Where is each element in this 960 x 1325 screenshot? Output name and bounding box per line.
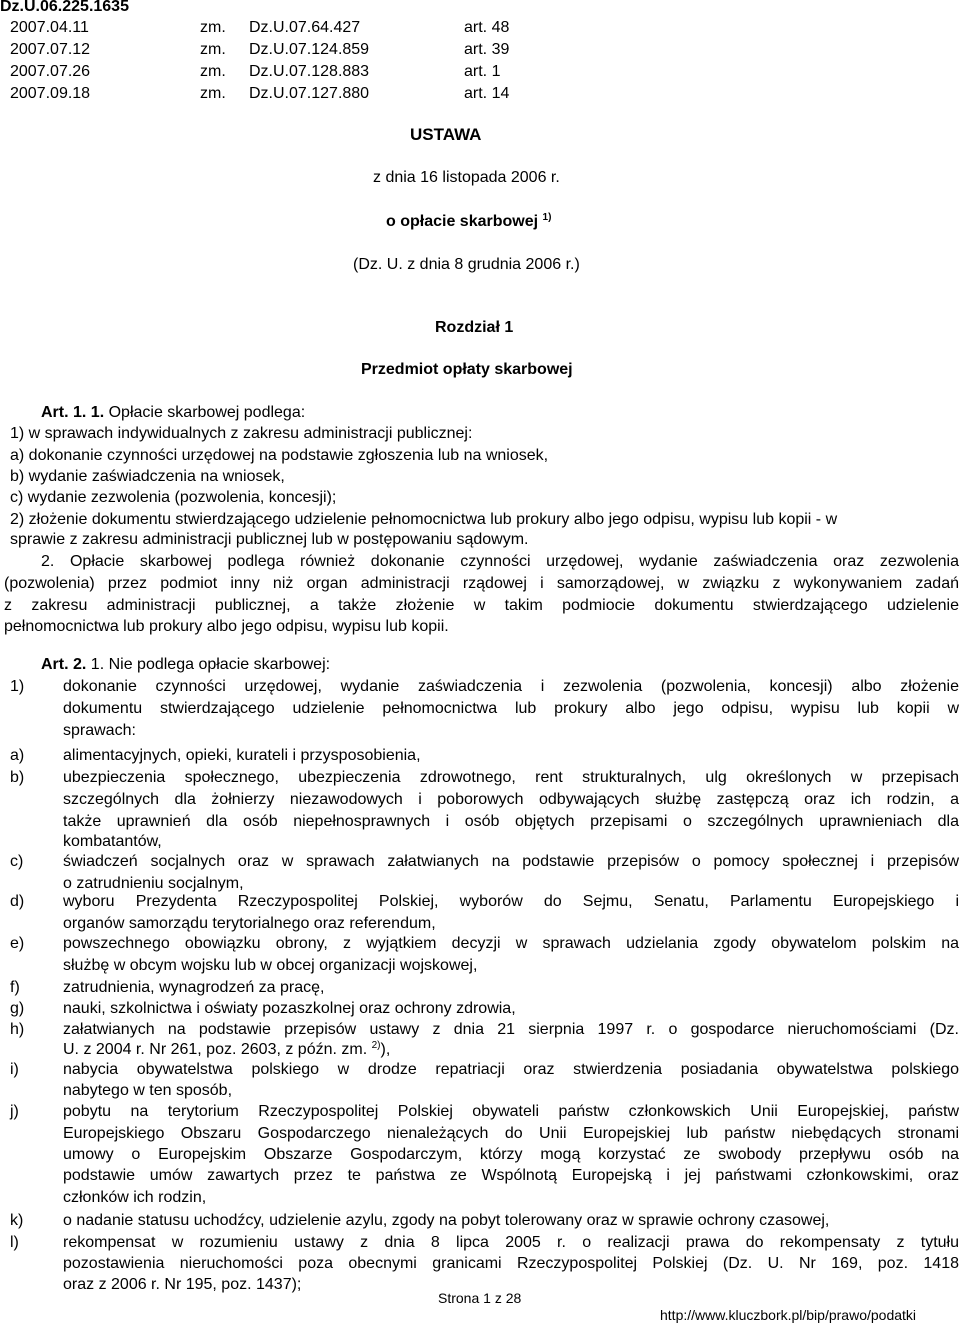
amendment-ref: Dz.U.07.127.880 [249, 85, 370, 102]
art1-intro: Opłacie skarbowej podlega: [108, 404, 306, 421]
art2-item-line: świadczeń socjalnych oraz w sprawach załatwianych na podstawie przepisów o pomocy społecznej i przepisów [63, 853, 959, 870]
art1-ust2-line3: z zakresu administracji publicznej, a także złożenie w takim podmiocie dokumentu stwierdzającego udzielenie [4, 597, 959, 614]
art1-heading-line [41, 403, 305, 423]
art2-item-line: załatwianych na podstawie przepisów ustawy z dnia 21 sierpnia 1997 r. o gospodarce nieruchomościami (Dz. [63, 1021, 959, 1038]
art2-item-line: powszechnego obowiązku obrony, z wyjątkiem decyzji w sprawach udzielania zgody obywatelom polskim na [63, 935, 959, 952]
art2-item-line: nauki, szkolnictwa i oświaty pozaszkolnej oraz ochrony zdrowia, [63, 1000, 516, 1017]
art2-item-label: a) [10, 747, 25, 764]
art1-heading: Art. 1. 1. [41, 404, 105, 421]
amendment-ref: Dz.U.07.128.883 [249, 63, 370, 80]
chapter-title: Przedmiot opłaty skarbowej [361, 361, 573, 378]
art2-item-line: pobytu na terytorium Rzeczypospolitej Polskiej obywateli państw członkowskich Unii Europejskiej, państw [63, 1103, 959, 1120]
amendment-type: zm. [200, 85, 226, 102]
publication-info: (Dz. U. z dnia 8 grudnia 2006 r.) [353, 256, 580, 273]
art2-item-label: c) [10, 853, 24, 870]
art2-item-label: k) [10, 1212, 24, 1229]
art2-item-label: h) [10, 1021, 25, 1038]
amendment-row [0, 62, 960, 82]
art1-point-2-line1: 2) złożenie dokumentu stwierdzającego udzielenie pełnomocnictwa lub prokury albo jego odpisu, wypisu lub kopii - w [10, 511, 838, 528]
document-subject [386, 212, 551, 232]
amendment-row [0, 40, 960, 60]
amendment-date: 2007.07.26 [10, 63, 91, 80]
art2-item-line: członków ich rodzin, [63, 1189, 207, 1206]
art2-item-line: kombatantów, [63, 833, 162, 850]
art1-point-1a: a) dokonanie czynności urzędowej na podstawie zgłoszenia lub na wniosek, [10, 447, 549, 464]
art2-item-line: pozostawienia nieruchomości poza obecnymi granicami Rzeczypospolitej Polskiej (Dz. U. Nr 169, poz. 1418 [63, 1255, 959, 1272]
art2-item-line: umowy o Europejskim Obszarze Gospodarczym, którzy mogą korzystać ze swobody przepływu osób na [63, 1146, 959, 1163]
amendment-type: zm. [200, 41, 226, 58]
art2-item-line: wyboru Prezydenta Rzeczypospolitej Polskiej, wyborów do Sejmu, Senatu, Parlamentu Europejskiego i [63, 893, 959, 910]
art2-item-line: podstawie umów zawartych przez te państwa ze Wspólnotą Europejską i jej państwami członkowskimi, oraz [63, 1167, 959, 1184]
amendment-date: 2007.04.11 [10, 19, 89, 36]
amendment-type: zm. [200, 63, 226, 80]
amendment-date: 2007.07.12 [10, 41, 91, 58]
art2-item-line: oraz z 2006 r. Nr 195, poz. 1437); [63, 1276, 302, 1293]
art2-item-text: U. z 2004 r. Nr 261, poz. 2603, z późn. zm. [63, 1041, 368, 1058]
page-number: Strona 1 z 28 [438, 1290, 522, 1306]
art2-intro: Nie podlega opłacie skarbowej: [108, 656, 331, 673]
art2-item-line: Europejskiego Obszaru Gospodarczego nienależących do Unii Europejskiej lub państw niebędących stronami [63, 1125, 959, 1142]
art1-ust2-line1 [41, 552, 959, 572]
amendment-art: art. 1 [464, 63, 501, 80]
source-url: http://www.kluczbork.pl/bip/prawo/podatki [660, 1307, 917, 1323]
art2-item-line: dokonanie czynności urzędowej, wydanie zaświadczenia i zezwolenia (pozwolenia, koncesji) albo złożenie [63, 678, 959, 695]
art2-item-line: o nadanie statusu uchodźcy, udzielenie azylu, zgody na pobyt tolerowany oraz w sprawie ochrony czasowej, [63, 1212, 830, 1229]
amendment-art: art. 48 [464, 19, 510, 36]
art2-item-line: także uprawnień dla osób niepełnosprawnych i osób objętych przepisami o szczególnych uprawnieniach dla [63, 813, 959, 830]
art2-item-tail: ), [380, 1041, 391, 1058]
art2-item-line [63, 1040, 390, 1060]
art2-item-label: l) [10, 1234, 19, 1251]
art2-item-line: służbę w obcym wojsku lub w obcej organizacji wojskowej, [63, 957, 478, 974]
art2-item-label: f) [10, 979, 20, 996]
art2-item-label: e) [10, 935, 25, 952]
art2-item-label: g) [10, 1000, 25, 1017]
art2-item-label: j) [10, 1103, 19, 1120]
art2-item-label: d) [10, 893, 25, 910]
art2-item-label: i) [10, 1061, 19, 1078]
amendment-ref: Dz.U.07.124.859 [249, 41, 370, 58]
chapter-number: Rozdział 1 [435, 319, 514, 336]
art2-heading-line [41, 655, 330, 675]
art2-item-line: dokumentu stwierdzającego udzielenie pełnomocnictwa lub prokury albo jego odpisu, wypisu lub kopii w [63, 700, 959, 717]
amendment-type: zm. [200, 19, 226, 36]
footnote-ref: 1) [542, 212, 552, 223]
art1-ust2-line2: (pozwolenia) przez podmiot inny niż organ administracji rządowej i samorządowej, w związku z wykonywaniem zadań [4, 575, 959, 592]
document-id: Dz.U.06.225.1635 [0, 0, 129, 15]
art2-item-line: o zatrudnieniu socjalnym, [63, 875, 244, 892]
art1-ust2-text: Opłacie skarbowej podlega również dokonanie czynności urzędowej, wydanie zaświadczenia oraz zezwolenia [69, 553, 959, 570]
art2-item-line: rekompensat w rozumieniu ustawy z dnia 8 lipca 2005 r. o realizacji prawa do rekompensaty z tytułu [63, 1234, 959, 1251]
art1-point-1c: c) wydanie zezwolenia (pozwolenia, koncesji); [10, 489, 337, 506]
art2-item-line: nabytego w ten sposób, [63, 1082, 233, 1099]
amendment-row [0, 84, 960, 104]
art1-point-2-line2: sprawie z zakresu administracji publicznej lub w postępowaniu sądowym. [10, 531, 529, 548]
amendment-row [0, 18, 960, 38]
art2-item-line: nabycia obywatelstwa polskiego w drodze repatriacji oraz stwierdzenia posiadania obywatelstwa polskiego [63, 1061, 959, 1078]
art2-item-line: szczególnych dla żołnierzy niezawodowych i poborowych odbywających służbę zastępczą oraz ich rodzin, a [63, 791, 959, 808]
art2-number: 1. [90, 656, 105, 673]
art2-item-line: zatrudnienia, wynagrodzeń za pracę, [63, 979, 325, 996]
art1-point-1: 1) w sprawach indywidualnych z zakresu administracji publicznej: [10, 425, 473, 442]
art2-heading: Art. 2. [41, 656, 87, 673]
art2-item-label: b) [10, 769, 25, 786]
art2-item-line: sprawach: [63, 722, 136, 739]
art2-item-line: alimentacyjnych, opieki, kurateli i przysposobienia, [63, 747, 421, 764]
document-date: z dnia 16 listopada 2006 r. [373, 169, 560, 186]
amendment-art: art. 14 [464, 85, 510, 102]
art2-item-line: ubezpieczenia społecznego, ubezpieczenia zdrowotnego, rent strukturalnych, ulg określonych w przepisach [63, 769, 959, 786]
footnote-ref: 2) [371, 1040, 381, 1051]
art1-ust2-line4: pełnomocnictwa lub prokury albo jego odpisu, wypisu lub kopii. [4, 618, 449, 635]
amendment-art: art. 39 [464, 41, 510, 58]
art1-point-1b: b) wydanie zaświadczenia na wniosek, [10, 468, 285, 485]
art2-item-line: organów samorządu terytorialnego oraz referendum, [63, 915, 436, 932]
document-title: USTAWA [410, 125, 482, 144]
art2-item-label: 1) [10, 678, 25, 695]
art1-ust2-number: 2. [41, 553, 55, 570]
amendment-date: 2007.09.18 [10, 85, 91, 102]
amendment-ref: Dz.U.07.64.427 [249, 19, 361, 36]
subject-text: o opłacie skarbowej [386, 213, 539, 230]
